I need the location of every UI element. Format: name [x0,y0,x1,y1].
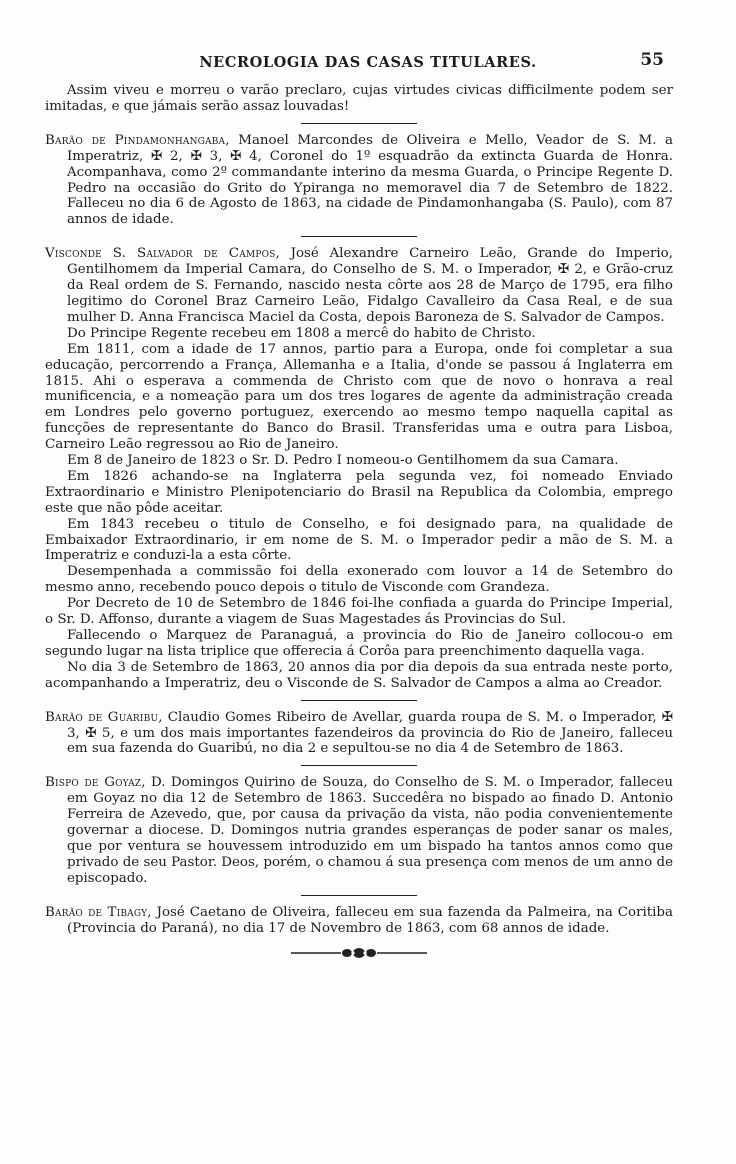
entry-text: D. Domingos Quirino de Souza, do Conselho de S. M. o Imperador, falleceu em Goyaz no dia 12 de Setembro de 1863. Succedêra no bispado ao finado D. Antonio Ferreira de Azevedo, que, por causa da privação da vista, não podia convenientemente governar a diocese. D. Domingos nutria grandes esperanças de poder sanar os males, que por ventura se houvessem introduzido em um bispado ha tantos annos como que privado de seu Pastor. Deos, porém, o chamou á sua presença com menos de um anno de episcopado. [67,775,673,886]
entry-title: Barão de Pindamonhangaba, [45,132,230,148]
entry-title: Barão de Guaribu, [45,709,163,725]
entry-first-paragraph [45,710,673,758]
obituary-entry-bispo-de-goyaz [45,775,673,886]
entry-paragraph: Em 8 de Janeiro de 1823 o Sr. D. Pedro I nomeou-o Gentilhomem da sua Camara. [67,453,619,469]
running-title: NECROLOGIA DAS CASAS TITULARES. [199,54,537,71]
entry-paragraph: Fallecendo o Marquez de Paranaguá, a provincia do Rio de Janeiro collocou-o em segundo lugar na lista triplice que offerecia á Corôa para preenchimento daquella vaga. [45,628,673,659]
entry-title: Visconde S. Salvador de Campos, [45,246,280,262]
end-flourish-ornament [289,946,429,960]
entry-paragraph: Desempenhada a commissão foi della exonerado com louvor a 14 de Setembro do mesmo anno, recebendo pouco depois o titulo de Visconde com Grandeza. [45,564,673,596]
entry-paragraph: Por Decreto de 10 de Setembro de 1846 foi-lhe confiada a guarda do Principe Imperial, o Sr. D. Affonso, durante a viagem de Suas Magestades ás Provincias do Sul. [45,596,673,628]
entry-text: José Alexandre Carneiro Leão, Grande do Imperio, Gentilhomem da Imperial Camara, do Conselho de S. M. o Imperador, ✠ 2, e Grão-cruz da Real ordem de S. Fernando, nascido nesta côrte aos 28 de Março de 1795, era filho legitimo do Coronel Braz Carneiro Leão, Fidalgo Cavalleiro da Casa Real, e de sua mulher D. Anna Francisca Maciel da Costa, depois Baroneza de S. Salvador de Campos. [67,246,673,325]
entry-first-paragraph [45,905,673,937]
obituary-entry-tibagy [45,905,673,937]
entry-title: Barão de Tibagy, [45,904,152,920]
intro-paragraph [45,83,673,115]
entry-paragraph: Em 1811, com a idade de 17 annos, partio para a Europa, onde foi completar a sua educação, percorrendo a França, Allemanha e a Italia, d'onde se passou á Inglaterra em 1815. Ahi o esperava a commenda de Christo com que de novo o honrava a real munificencia, e a nomeação para um dos tres logares de agente da administração creada em Londres pelo governo portuguez, exercendo ao mesmo tempo naquella capital as funcções de representante do Banco do Brasil. Transferidas uma e outra para Lisboa, Carneiro Leão regressou ao Rio de Janeiro. [45,341,673,453]
obituary-entry-pindamonhangaba [45,133,673,228]
obituary-entry-guaribu [45,710,673,758]
intro-text: Assim viveu e morreu o varão preclaro, cujas virtudes civicas difficilmente podem ser imitadas, e que jámais serão assaz louvadas! [45,83,673,114]
entry-first-paragraph [45,133,673,228]
entry-paragraph: No dia 3 de Setembro de 1863, 20 annos dia por dia depois da sua entrada neste porto, acompanhando a Imperatriz, deu o Visconde de S. Salvador de Campos a alma ao Creador. [45,659,673,691]
entry-text: Manoel Marcondes de Oliveira e Mello, Veador de S. M. a Imperatriz, ✠ 2, ✠ 3, ✠ 4, Coronel do 1º esquadrão da extincta Guarda de Honra. Acompanhava, como 2º commandante interino da mesma Guarda, o Principe Regente D. Pedro na occasião do Grito do Ypiranga no memoravel dia 7 de Setembro de 1822. Falleceu no dia 6 de Agosto de 1863, na cidade de Pindamonhangaba (S. Paulo), com 87 annos de idade. [67,132,673,228]
section-divider [301,123,417,124]
entry-paragraph: Em 1843 recebeu o titulo de Conselho, e foi designado para, na qualidade de Embaixador Extraordinario, ir em nome de S. M. o Imperador pedir a mão de S. M. a Imperatriz e conduzi-la a esta côrte. [45,516,673,564]
page-header [0,50,736,78]
page-body [45,83,673,960]
section-divider [301,895,417,896]
entry-paragraph: Em 1826 achando-se na Inglaterra pela segunda vez, foi nomeado Enviado Extraordinario e Ministro Plenipotenciario do Brasil na Republica da Colombia, emprego este que não pôde aceitar. [45,468,673,516]
entry-first-paragraph [45,246,673,326]
entry-text: José Caetano de Oliveira, falleceu em sua fazenda da Palmeira, na Coritiba (Provincia do Paraná), no dia 17 de Novembro de 1863, com 68 annos de idade. [67,904,673,936]
entry-text: Claudio Gomes Ribeiro de Avellar, guarda roupa de S. M. o Imperador, ✠ 3, ✠ 5, e um dos mais importantes fazendeiros da provincia do Rio de Janeiro, falleceu em sua fazenda do Guaribú, no dia 2 e sepultou-se no dia 4 de Setembro de 1863. [67,709,673,757]
section-divider [301,236,417,237]
entry-title: Bispo de Goyaz, [45,775,146,791]
entry-paragraph: Do Principe Regente recebeu em 1808 a mercê do habito de Christo. [67,325,536,341]
page-number: 55 [640,50,664,70]
obituary-entry-salvador-de-campos [45,246,673,691]
section-divider [301,700,417,701]
section-divider [301,765,417,766]
entry-first-paragraph [45,775,673,886]
